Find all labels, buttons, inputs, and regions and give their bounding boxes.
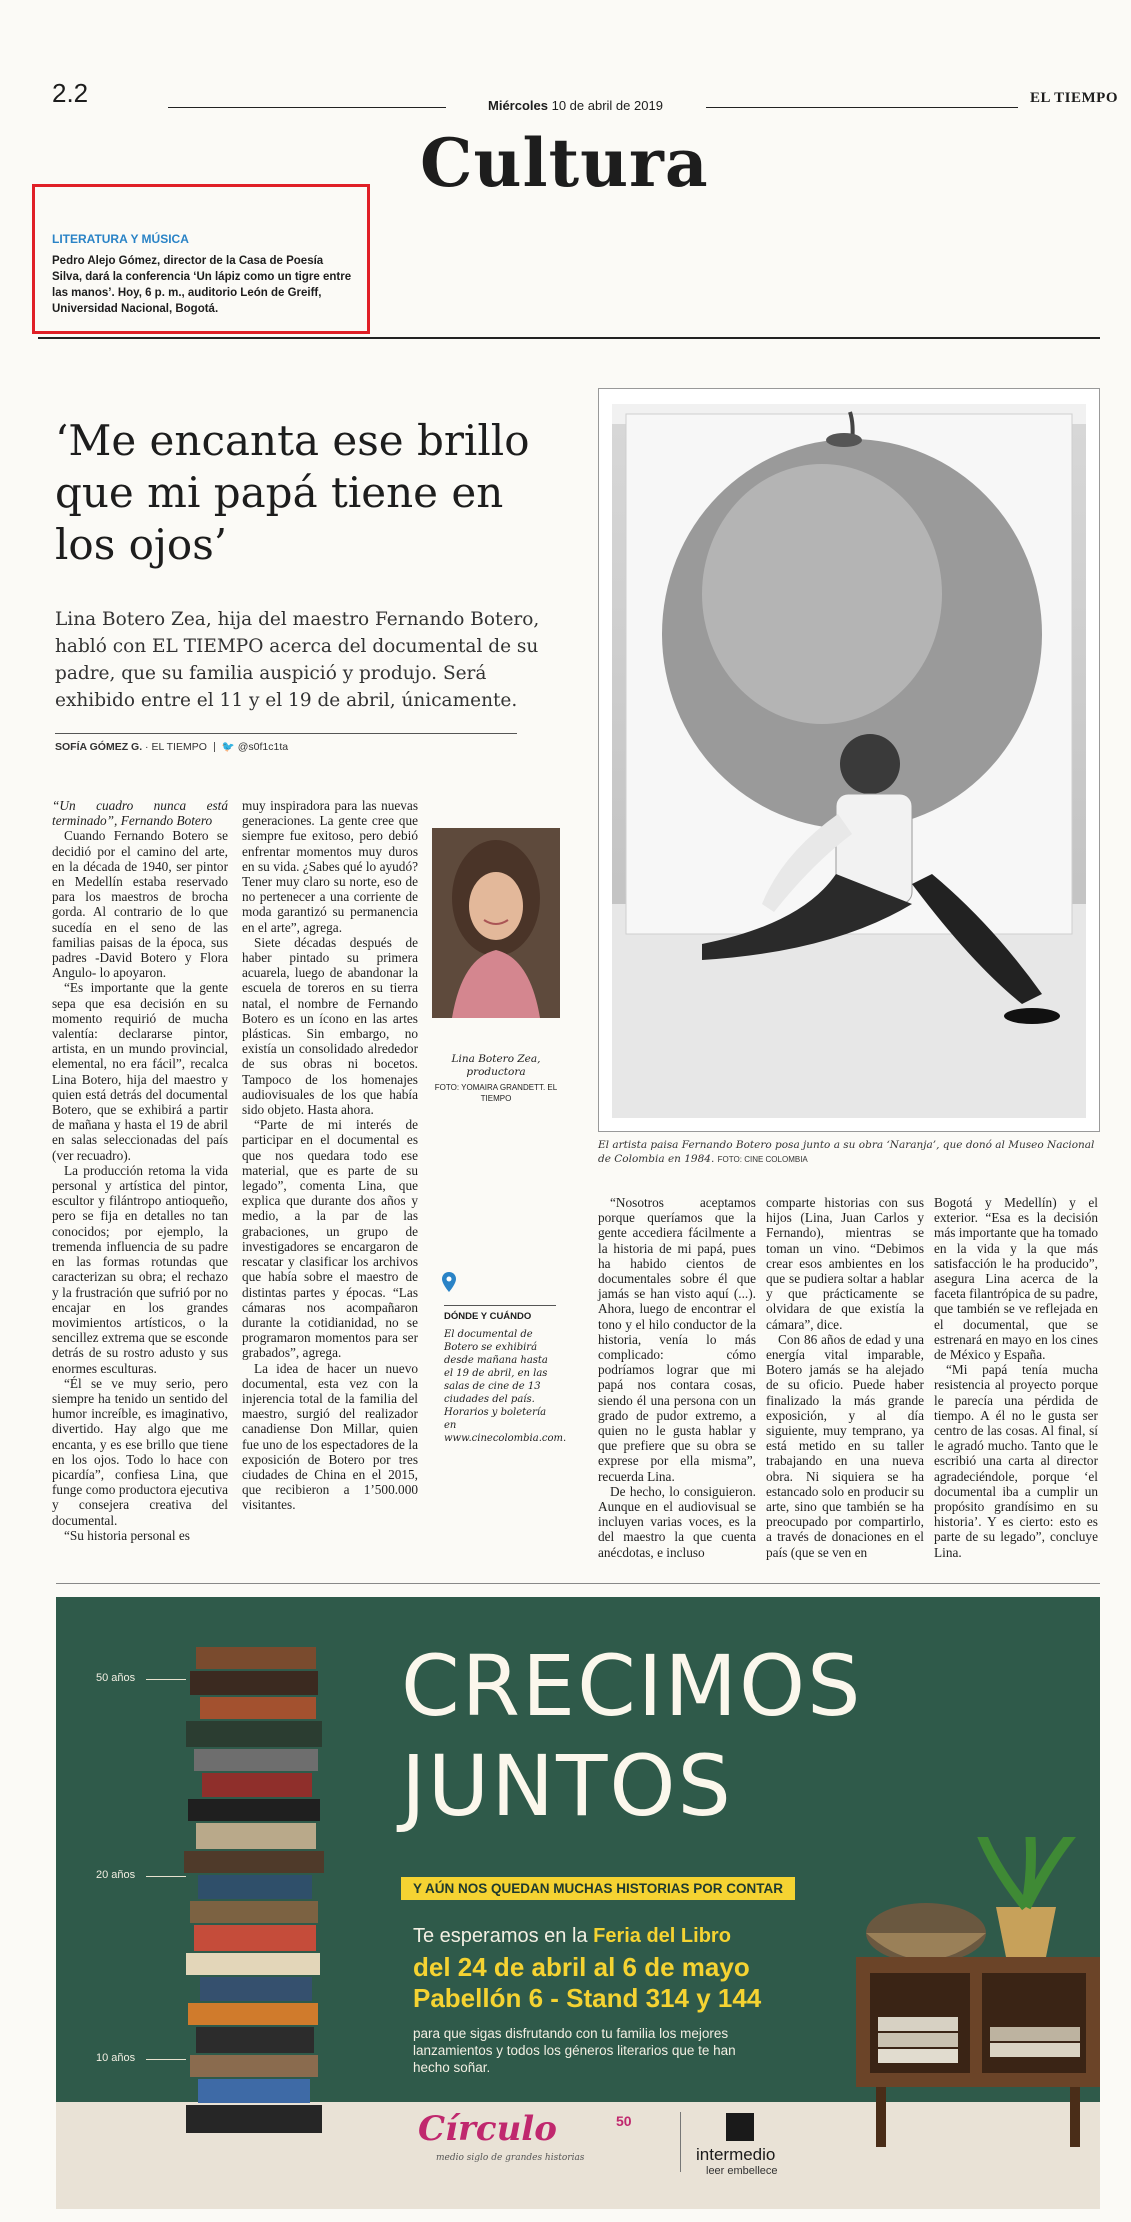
issue-date bbox=[488, 98, 663, 113]
article-column-4 bbox=[766, 1195, 924, 1560]
article-paragraph: Cuando Fernando Botero se decidió por el camino del arte, en la década de 1940, ser pintor en Medellín estaba reservado para los maestros de brocha gorda. Al contrario de lo que sucedía en el seno de las familias paisas de la época, sus padres -David Botero y Flora Angulo- lo apoyaron. bbox=[52, 828, 228, 981]
promo-text: Pedro Alejo Gómez, director de la Casa de Poesía Silva, dará la conferencia ‘Un lápiz como un tigre entre las manos’. Hoy, 6 p. m., auditorio León de Greiff, Universidad Nacional, Bogotá. bbox=[52, 255, 352, 315]
ad-title-line-1: CRECIMOS bbox=[401, 1637, 863, 1735]
byline bbox=[55, 740, 288, 753]
article-paragraph: La producción retoma la vida personal y artística del pintor, escultor y filántropo antioqueño, pero se fija en detalles no tan conocidos; por ejemplo, la tremenda influencia de su padre en las formas rotundas que caracterizan su obra; el rechazo y la frustración que sufrió por no encajar en los grandes movimientos artísticos, o la sencillez extrema que se esconde detrás de su rostro adusto y sus enormes esculturas. bbox=[52, 1162, 228, 1376]
ad-dates: del 24 de abril al 6 de mayo bbox=[413, 1952, 750, 1982]
book-stack-illustration bbox=[176, 1647, 336, 2167]
section-title: Cultura bbox=[420, 124, 709, 202]
ad-mark-10: 10 años bbox=[96, 2052, 136, 2064]
ad-brand-tagline: medio siglo de grandes historias bbox=[436, 2153, 585, 2163]
info-box-text: El documental de Botero se exhibirá desde mañana hasta el 19 de abril, en las salas de cine de 13 ciudades del país. Horarios y boletería en www.cinecolombia.com. bbox=[444, 1329, 567, 1444]
byline-handle: @s0f1c1ta bbox=[237, 741, 289, 753]
ad-brand-number: 50 bbox=[616, 2113, 632, 2129]
article-headline: ‘Me encanta ese brillo que mi papá tiene en los ojos’ bbox=[55, 416, 530, 569]
info-box-rule bbox=[444, 1305, 556, 1306]
article-paragraph: muy inspiradora para las nuevas generaciones. La gente cree que siempre fue exitoso, pero debió enfrentar momentos muy duros en su vida. ¿Sabes qué lo ayudó? Tener muy claro su norte, eso de no pertenecer a una corriente de moda garantizó su permanencia en el arte”, agrega. bbox=[242, 798, 418, 935]
location-pin-icon bbox=[442, 1272, 456, 1292]
photo-credit: FOTO: CINE COLOMBIA bbox=[717, 1155, 808, 1164]
ad-footer-text: para que sigas disfrutando con tu familia los mejores lanzamientos y todos los géneros literarios que te han hecho soñar. bbox=[413, 2026, 736, 2075]
ad-brand-logo: Círculo bbox=[418, 2109, 557, 2149]
ad-invite-event: Feria del Libro bbox=[593, 1925, 731, 1947]
main-photo bbox=[612, 404, 1086, 1118]
article-paragraph: La idea de hacer un nuevo documental, esta vez con la injerencia total de la familia del maestro, surgió del realizador canadiense Don Millar, quien fue uno de los espectadores de la exposición de Botero por tres ciudades de China en el 2015, que recibieron a 1’500.000 visitantes. bbox=[242, 1360, 418, 1513]
issue-day: Miércoles bbox=[488, 98, 548, 113]
section-divider bbox=[38, 337, 1100, 339]
ad-tagline: Y AÚN NOS QUEDAN MUCHAS HISTORIAS POR CONTAR bbox=[401, 1877, 795, 1900]
page-number: 2.2 bbox=[52, 78, 89, 108]
ad-mark-20: 20 años bbox=[96, 1869, 136, 1881]
article-column-3 bbox=[598, 1195, 756, 1560]
info-box-heading: DÓNDE Y CUÁNDO bbox=[444, 1311, 532, 1322]
article-paragraph: “Su historia personal es bbox=[64, 1527, 190, 1543]
ad-mark-lines bbox=[146, 1597, 186, 2097]
portrait-caption: Lina Botero Zea, productora bbox=[451, 1053, 541, 1078]
issue-date-text: 10 de abril de 2019 bbox=[551, 98, 663, 113]
article-paragraph: “Él se ve muy serio, pero siempre ha tenido un sentido del humor increíble, es imaginativo, divertido. Hay algo que me encanta, y es ese brillo que tiene en los ojos. Todo lo hace con picardía”, confiesa Lina, que funge como productora ejecutiva y consejera creativa del documental. bbox=[52, 1375, 228, 1528]
article-paragraph: “Mi papá tenía mucha resistencia al proyecto porque le parecía una pérdida de tiempo. A él no le gusta ser centro de las cosas. Al final, sí le agradó mucho. Tanto que le escribió una carta al director agradeciéndole, porque ‘el documental iba a cumplir un propósito grandísimo en su historia’. Y es cierto: esto es parte de su legado”, concluye Lina. bbox=[934, 1362, 1098, 1560]
portrait-illustration bbox=[432, 828, 560, 1018]
article-epigraph: “Un cuadro nunca está terminado”, Fernando Botero bbox=[52, 798, 228, 829]
article-column-2 bbox=[242, 798, 418, 1513]
masthead: EL TIEMPO bbox=[1030, 90, 1118, 106]
article-paragraph: “Parte de mi interés de participar en el documental es que nos quedara todo ese material, que es parte de su legado”, comenta Lina, que explica que durante dos años y medio, a la par de las grabaciones, un grupo de investigadores se encargaron de rescatar y clasificar los archivos que había sobre el maestro de distintas partes y épocas. “Las cámaras nos acompañaron durante la cotidianidad, no se programaron momentos para ser grabados”, agrega. bbox=[242, 1117, 418, 1361]
article-paragraph: Siete décadas después de haber pintado su primera acuarela, luego de abandonar la escuela de toreros en su tierra natal, el nombre de Fernando Botero es un ícono en las artes plásticas. Sin embargo, no existía un consolidado alrededor de sus obras ni bocetos. Tampoco de los homenajes audiovisuales de los que había sido objeto. Hasta ahora. bbox=[242, 934, 418, 1118]
photo-caption-text: El artista paisa Fernando Botero posa junto a su obra ‘Naranja’, que donó al Museo Nacional de Colombia en 1984. bbox=[598, 1139, 1095, 1165]
header-rule-left bbox=[168, 107, 446, 108]
article-paragraph: Bogotá y Medellín) y el exterior. “Esa es la decisión más importante que ha tomado en la vida y la que más satisfacción le ha producido”, asegura Lina acerca de la faceta filantrópica de su padre, que también se ve reflejada en el documental, que se estrenará en mayo en los cines de México y España. bbox=[934, 1195, 1098, 1363]
byline-outlet: · EL TIEMPO bbox=[145, 741, 207, 753]
main-photo-illustration bbox=[612, 404, 1086, 1118]
portrait-photo bbox=[432, 828, 560, 1018]
article-paragraph: De hecho, lo consiguieron. Aunque en el audiovisual se incluyen varias voces, es la del maestro la que cuenta anécdotas, e incluso bbox=[598, 1483, 756, 1560]
ad-partner-logo: intermedio bbox=[696, 2145, 776, 2164]
article-column-5 bbox=[934, 1195, 1098, 1560]
byline-author: SOFÍA GÓMEZ G. bbox=[55, 741, 143, 753]
shelf-and-plants-illustration bbox=[856, 1837, 1100, 2209]
article-paragraph: Con 86 años de edad y una energía vital imparable, Botero jamás se ha alejado de su oficio. Puede haber finalizado la más grande exposición, y al día siguiente, muy temprano, ya está metido en su taller trabajando en una nueva obra. Ni siquiera se ha estancado solo en producir su arte, sino que también se ha preocupado por compartirlo, a través de donaciones en el país (que se ven en bbox=[766, 1331, 924, 1560]
ad-mark-50: 50 años bbox=[96, 1672, 136, 1684]
article-paragraph: “Nosotros aceptamos porque queríamos que la gente accediera fácilmente a la historia de mi papá, pues ha habido cientos de documentales sobre él que jamás se han visto aquí (...). Ahora, luego de encontrar el tono y el hilo conductor de la historia, venía lo más complicado: cómo podríamos lograr que mi papá nos contara cosas, siendo él una persona con un grado de pudor extremo, a quien no le gusta hablar y que prefiere que su obra se exprese por ella misma”, recuerda Lina. bbox=[598, 1195, 756, 1484]
article-paragraph: comparte historias con sus hijos (Lina, Juan Carlos y Fernando), mientras se toman un vino. “Debimos crear esos ambientes en los que se pudiera soltar a hablar y que prácticamente se olvidara de que existía la cámara”, dice. bbox=[766, 1195, 924, 1332]
byline-rule bbox=[55, 733, 517, 734]
photo-caption bbox=[598, 1138, 1098, 1167]
article-deck: Lina Botero Zea, hija del maestro Fernando Botero, habló con EL TIEMPO acerca del documental de su padre, que su familia auspició y produjo. Será exhibido entre el 11 y el 19 de abril, únicamente. bbox=[55, 609, 540, 711]
article-paragraph: “Es importante que la gente sepa que esa decisión en su momento requirió de mucha valentía: declararse pintor, artista, en un mundo provincial, elemental, no era fácil”, recalca Lina Botero, hija del maestro y quien está detrás del documental Botero, que se exhibirá a partir de mañana y hasta el 19 de abril en salas seleccionadas del país (ver recuadro). bbox=[52, 980, 228, 1163]
ad-title-line-2: JUNTOS bbox=[401, 1737, 733, 1835]
ad-logo-divider bbox=[680, 2112, 681, 2172]
article-column-1 bbox=[52, 798, 228, 1543]
header-rule-right bbox=[706, 107, 1018, 108]
portrait-credit: FOTO: YOMAIRA GRANDETT. EL TIEMPO bbox=[434, 1083, 558, 1103]
ad-stand: Pabellón 6 - Stand 314 y 144 bbox=[413, 1983, 762, 2013]
ad-invite-prefix: Te esperamos en la bbox=[413, 1925, 594, 1947]
promo-kicker: LITERATURA Y MÚSICA bbox=[52, 232, 189, 246]
intermedio-logo-icon bbox=[726, 2113, 754, 2141]
ad-partner-tagline: leer embellece bbox=[706, 2165, 778, 2177]
ad-divider bbox=[56, 1583, 1100, 1584]
ad-invite bbox=[413, 1925, 731, 1948]
twitter-icon: 🐦 bbox=[221, 741, 235, 753]
advertisement bbox=[56, 1597, 1100, 2209]
